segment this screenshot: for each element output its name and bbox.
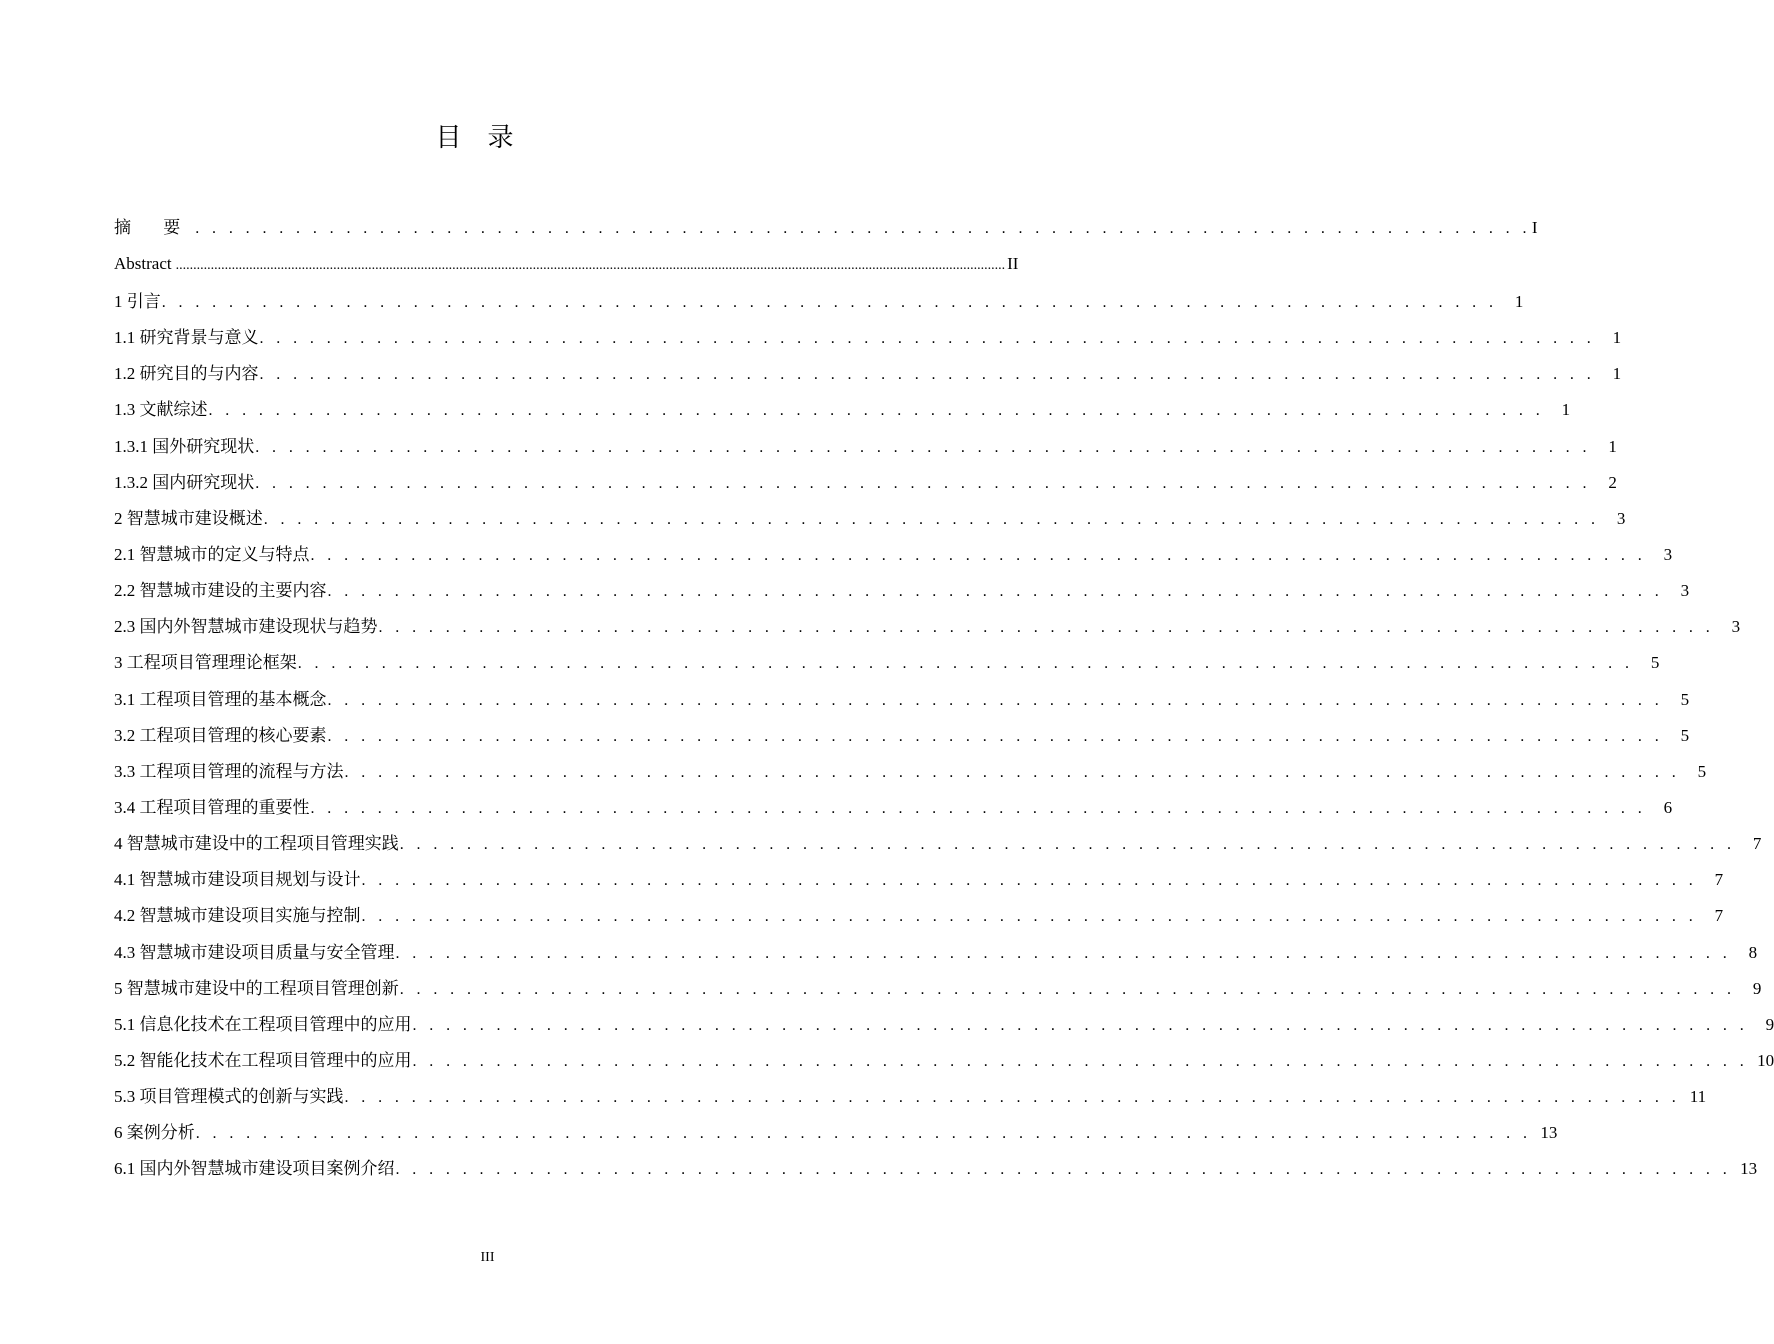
toc-leader-dots: . . . . . . . . . . . . . . . . . . . . . . . . . . . . . . . . . . . . . . . . . . . . . . . . . . . . . . . . . . . . . . . . . . . . . . . . . . . . . . . . [395, 1161, 1732, 1179]
toc-entry[interactable] [114, 284, 1524, 320]
toc-entry-label: 2.3 国内外智慧城市建设现状与趋势 [114, 617, 378, 637]
toc-entry-label: 1 引言 [114, 292, 161, 311]
toc-entry-page: 5 [1680, 725, 1690, 745]
toc-entry-page: 3 [1663, 544, 1673, 564]
toc-leader-dots: . . . . . . . . . . . . . . . . . . . . . . . . . . . . . . . . . . . . . . . . . . . . . . . . . . . . . . . . . . . . . . . . . . . . . . . . . . . . . . . . [399, 980, 1736, 998]
toc-entry-label: 3.2 工程项目管理的核心要素 [114, 725, 327, 745]
page-title: 目录 [435, 123, 540, 153]
toc-entry-page: II [1007, 254, 1019, 273]
toc-leader-dots: . . . . . . . . . . . . . . . . . . . . . . . . . . . . . . . . . . . . . . . . . . . . . . . . . . . . . . . . . . . . . . . . . . . . . . . . . . . . . . . . [378, 619, 1715, 637]
toc-entry[interactable] [114, 1079, 1707, 1115]
toc-leader-dots: . . . . . . . . . . . . . . . . . . . . . . . . . . . . . . . . . . . . . . . . . . . . . . . . . . . . . . . . . . . . . . . . . . . . . . . . . . . . . . . . [263, 510, 1600, 528]
toc-entry-page: 13 [1540, 1123, 1558, 1143]
toc-entry[interactable] [114, 210, 1538, 246]
toc-entry[interactable] [114, 971, 1762, 1007]
toc-entry-page: 3 [1616, 508, 1626, 528]
toc-leader-dots: . . . . . . . . . . . . . . . . . . . . . . . . . . . . . . . . . . . . . . . . . . . . . . . . . . . . . . . . . . . . . . . . . . . . . . . . . . . . . . . . [255, 474, 1591, 492]
toc-leader-dots: . . . . . . . . . . . . . . . . . . . . . . . . . . . . . . . . . . . . . . . . . . . . . . . . . . . . . . . . . . . . . . . . . . . . . . . . . . . . . . . . [327, 727, 1664, 745]
toc-entry-label: 6 案例分析 [114, 1123, 195, 1143]
toc-entry[interactable] [114, 1043, 1774, 1079]
toc-leader-dots: . . . . . . . . . . . . . . . . . . . . . . . . . . . . . . . . . . . . . . . . . . . . . . . . . . . . . . . . . . . . . . . . . . . . . . . . . . . . . . . . [327, 583, 1664, 601]
toc-entry[interactable] [114, 392, 1571, 428]
toc-entry-page: I [1531, 218, 1538, 237]
toc-entry-label: Abstract [114, 254, 172, 273]
footer-page-number: III [480, 1250, 495, 1265]
toc-entry-label: 3.1 工程项目管理的基本概念 [114, 689, 327, 709]
toc-leader-dots: ............................................................................................................................................................................................................................................. [175, 258, 1006, 273]
toc-leader-dots: . . . . . . . . . . . . . . . . . . . . . . . . . . . . . . . . . . . . . . . . . . . . . . . . . . . . . . . . . . . . . . . . . . . . . . . . . . . . . . . . [399, 836, 1736, 854]
toc-entry-label: 5.1 信息化技术在工程项目管理中的应用 [114, 1014, 412, 1034]
toc-entry-label: 摘 要 [114, 218, 195, 237]
toc-entry-page: 11 [1689, 1087, 1707, 1107]
toc-entry-label: 1.2 研究目的与内容 [114, 364, 259, 384]
toc-entry[interactable] [114, 898, 1724, 934]
toc-entry-label: 6.1 国内外智慧城市建设项目案例介绍 [114, 1159, 395, 1179]
toc-entry-page: 13 [1740, 1159, 1758, 1179]
toc-entry[interactable] [114, 501, 1626, 537]
toc-leader-dots: . . . . . . . . . . . . . . . . . . . . . . . . . . . . . . . . . . . . . . . . . . . . . . . . . . . . . . . . . . . . . . . . . . . . . . . . . . . . . . . . [161, 294, 1498, 311]
toc-entry[interactable] [114, 1115, 1558, 1151]
toc-entry-page: 1 [1612, 328, 1622, 348]
toc-entry-label: 2.1 智慧城市的定义与特点 [114, 544, 310, 564]
toc-entry-label: 1.3 文献综述 [114, 400, 208, 420]
toc-entry-page: 9 [1765, 1014, 1774, 1034]
toc-entry-page: 3 [1680, 581, 1690, 601]
toc-entry-label: 2.2 智慧城市建设的主要内容 [114, 581, 327, 601]
toc-entry-label: 5.3 项目管理模式的创新与实践 [114, 1087, 344, 1107]
toc-entry-page: 5 [1650, 653, 1660, 673]
toc-entry-label: 1.3.1 国外研究现状 [114, 436, 255, 456]
toc-entry-label: 1.1 研究背景与意义 [114, 328, 259, 348]
toc-leader-dots: . . . . . . . . . . . . . . . . . . . . . . . . . . . . . . . . . . . . . . . . . . . . . . . . . . . . . . . . . . . . . . . . . . . . . . . . . . . . . . . . [310, 799, 1647, 817]
toc-entry[interactable] [114, 246, 1019, 284]
toc-entry-page: 2 [1608, 472, 1617, 492]
toc-leader-dots: . . . . . . . . . . . . . . . . . . . . . . . . . . . . . . . . . . . . . . . . . . . . . . . . . . . . . . . . . . . . . . . . . . . . . . . . . . . . . . . . [344, 763, 1681, 781]
toc-entry-label: 3 工程项目管理理论框架 [114, 653, 297, 673]
toc-entry-page: 3 [1731, 617, 1741, 637]
toc-leader-dots: . . . . . . . . . . . . . . . . . . . . . . . . . . . . . . . . . . . . . . . . . . . . . . . . . . . . . . . . . . . . . . . . . . . . . . . . . . . . . . . . [361, 872, 1698, 890]
toc-entry[interactable] [114, 429, 1617, 465]
toc-entry[interactable] [114, 465, 1617, 501]
toc-entry-label: 3.4 工程项目管理的重要性 [114, 797, 310, 817]
toc-entry-page: 10 [1757, 1050, 1774, 1070]
toc-entry-page: 8 [1748, 942, 1758, 962]
toc-leader-dots: . . . . . . . . . . . . . . . . . . . . . . . . . . . . . . . . . . . . . . . . . . . . . . . . . . . . . . . . . . . . . . . . . . . . . . . . . . . . . . . . [255, 438, 1591, 456]
toc-entry[interactable] [114, 320, 1622, 356]
table-of-contents [114, 210, 1774, 1188]
toc-leader-dots: . . . . . . . . . . . . . . . . . . . . . . . . . . . . . . . . . . . . . . . . . . . . . . . . . . . . . . . . . . . . . . . . . . . . . . . . . . . . . . . . [259, 330, 1596, 348]
toc-entry-label: 5.2 智能化技术在工程项目管理中的应用 [114, 1050, 412, 1070]
toc-entry-page: 5 [1680, 689, 1690, 709]
toc-leader-dots: . . . . . . . . . . . . . . . . . . . . . . . . . . . . . . . . . . . . . . . . . . . . . . . . . . . . . . . . . . . . . . . . . . . . . . . . . . . . . . . . [195, 1125, 1532, 1143]
toc-entry[interactable] [114, 718, 1690, 754]
toc-entry[interactable] [114, 754, 1707, 790]
toc-leader-dots: . . . . . . . . . . . . . . . . . . . . . . . . . . . . . . . . . . . . . . . . . . . . . . . . . . . . . . . . . . . . . . . . . . . . . . . . . . . . . . . . [412, 1052, 1749, 1070]
toc-entry[interactable] [114, 935, 1758, 971]
toc-entry-label: 5 智慧城市建设中的工程项目管理创新 [114, 978, 399, 998]
toc-leader-dots: . . . . . . . . . . . . . . . . . . . . . . . . . . . . . . . . . . . . . . . . . . . . . . . . . . . . . . . . . . . . . . . . . . . . . . . . . . . . . . . . [310, 546, 1647, 564]
toc-leader-dots: . . . . . . . . . . . . . . . . . . . . . . . . . . . . . . . . . . . . . . . . . . . . . . . . . . . . . . . . . . . . . . . . . . . . . . . . . . . . . . . . [344, 1089, 1681, 1107]
toc-entry[interactable] [114, 609, 1741, 645]
toc-entry-page: 7 [1714, 906, 1724, 926]
toc-entry-page: 6 [1663, 797, 1673, 817]
toc-entry-label: 2 智慧城市建设概述 [114, 508, 263, 528]
toc-entry[interactable] [114, 645, 1660, 681]
toc-leader-dots: . . . . . . . . . . . . . . . . . . . . . . . . . . . . . . . . . . . . . . . . . . . . . . . . . . . . . . . . . . . . . . . . . . . . . . . . . . . . . . . . [195, 220, 1531, 237]
toc-entry-label: 1.3.2 国内研究现状 [114, 472, 255, 492]
toc-entry-label: 4.2 智慧城市建设项目实施与控制 [114, 906, 361, 926]
toc-entry-page: 1 [1514, 292, 1524, 311]
toc-leader-dots: . . . . . . . . . . . . . . . . . . . . . . . . . . . . . . . . . . . . . . . . . . . . . . . . . . . . . . . . . . . . . . . . . . . . . . . . . . . . . . . . [395, 944, 1732, 962]
toc-entry[interactable] [114, 826, 1762, 862]
toc-entry[interactable] [114, 356, 1622, 392]
toc-entry-page: 7 [1752, 834, 1762, 854]
toc-entry-page: 7 [1714, 870, 1724, 890]
toc-entry[interactable] [114, 790, 1673, 826]
toc-leader-dots: . . . . . . . . . . . . . . . . . . . . . . . . . . . . . . . . . . . . . . . . . . . . . . . . . . . . . . . . . . . . . . . . . . . . . . . . . . . . . . . . [259, 366, 1596, 384]
toc-leader-dots: . . . . . . . . . . . . . . . . . . . . . . . . . . . . . . . . . . . . . . . . . . . . . . . . . . . . . . . . . . . . . . . . . . . . . . . . . . . . . . . . [208, 402, 1545, 420]
toc-leader-dots: . . . . . . . . . . . . . . . . . . . . . . . . . . . . . . . . . . . . . . . . . . . . . . . . . . . . . . . . . . . . . . . . . . . . . . . . . . . . . . . . [412, 1016, 1749, 1034]
toc-entry-page: 1 [1608, 436, 1617, 456]
toc-entry[interactable] [114, 1007, 1774, 1043]
toc-leader-dots: . . . . . . . . . . . . . . . . . . . . . . . . . . . . . . . . . . . . . . . . . . . . . . . . . . . . . . . . . . . . . . . . . . . . . . . . . . . . . . . . [297, 655, 1634, 673]
toc-entry[interactable] [114, 682, 1690, 718]
toc-entry-label: 4.1 智慧城市建设项目规划与设计 [114, 870, 361, 890]
toc-entry-label: 4.3 智慧城市建设项目质量与安全管理 [114, 942, 395, 962]
toc-entry-page: 9 [1752, 978, 1762, 998]
toc-entry[interactable] [114, 1151, 1758, 1187]
toc-entry-page: 1 [1561, 400, 1571, 420]
toc-entry[interactable] [114, 537, 1673, 573]
toc-entry[interactable] [114, 573, 1690, 609]
toc-entry-page: 5 [1697, 761, 1707, 781]
toc-entry[interactable] [114, 862, 1724, 898]
toc-leader-dots: . . . . . . . . . . . . . . . . . . . . . . . . . . . . . . . . . . . . . . . . . . . . . . . . . . . . . . . . . . . . . . . . . . . . . . . . . . . . . . . . [327, 691, 1664, 709]
toc-entry-label: 4 智慧城市建设中的工程项目管理实践 [114, 834, 399, 854]
toc-entry-label: 3.3 工程项目管理的流程与方法 [114, 761, 344, 781]
toc-leader-dots: . . . . . . . . . . . . . . . . . . . . . . . . . . . . . . . . . . . . . . . . . . . . . . . . . . . . . . . . . . . . . . . . . . . . . . . . . . . . . . . . [361, 908, 1698, 926]
toc-entry-page: 1 [1612, 364, 1622, 384]
